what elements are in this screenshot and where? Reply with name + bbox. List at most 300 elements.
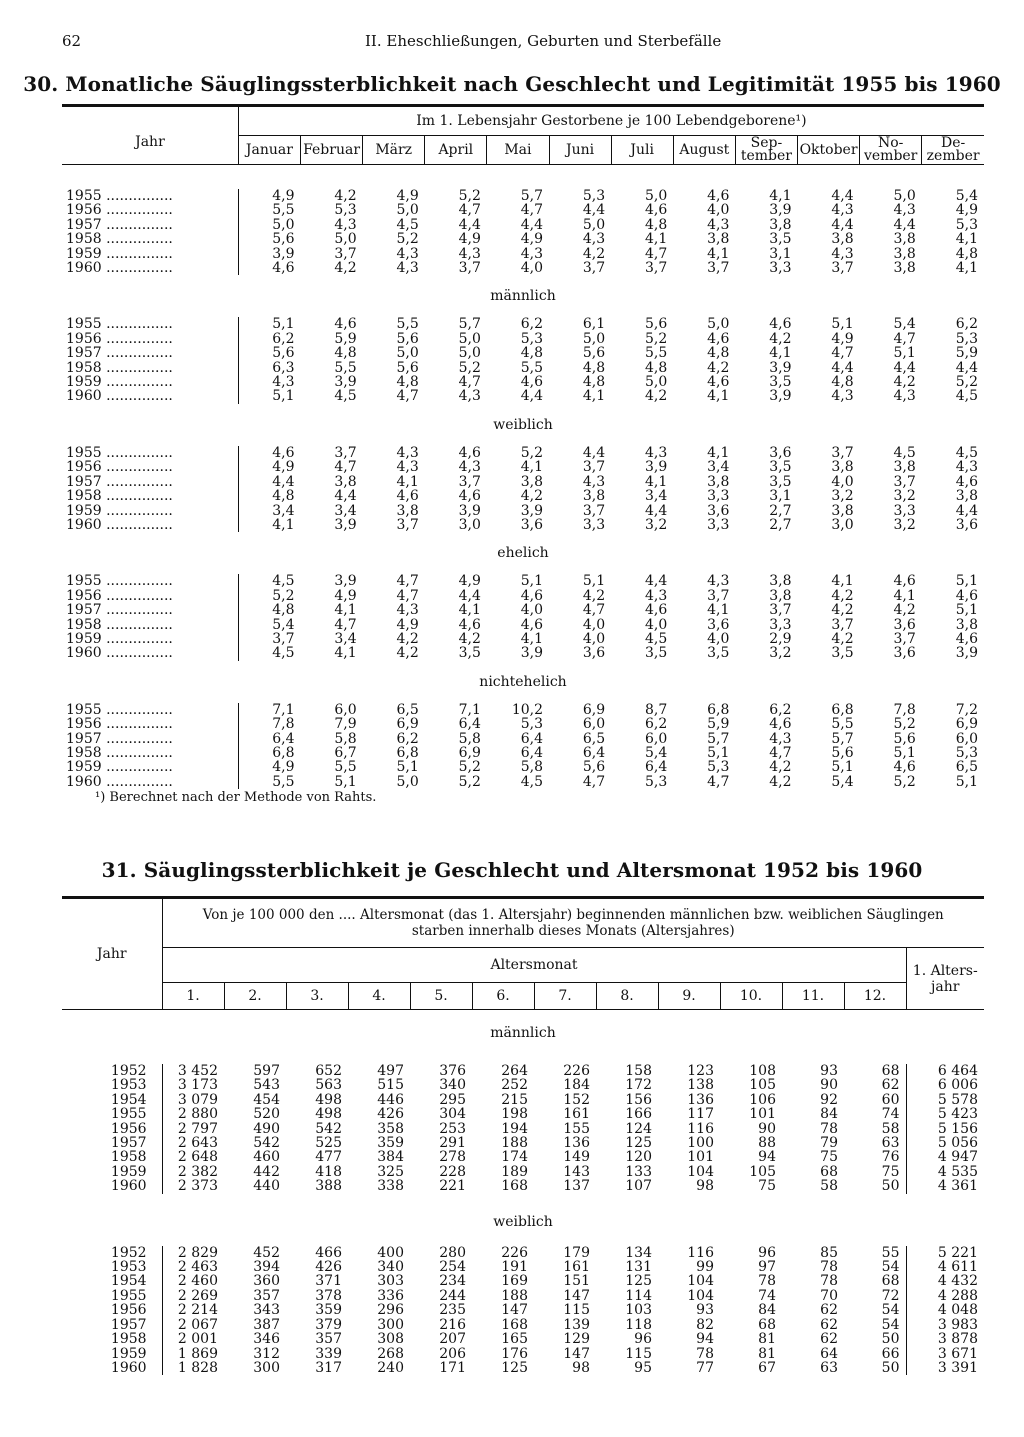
value-cell: 3,7 (334, 245, 357, 262)
value-cell: 4,7 (893, 330, 916, 347)
table-row (62, 504, 984, 518)
value-cell: 3,8 (893, 459, 916, 476)
group-label: weiblich (493, 416, 553, 433)
value-cell: 3,9 (769, 388, 792, 405)
value-cell: 477 (315, 1149, 342, 1166)
value-cell: 3,2 (893, 516, 916, 533)
value-cell: 5,0 (396, 202, 419, 219)
year-cell: 1955 (110, 1287, 147, 1304)
value-cell: 5 221 (906, 1246, 984, 1260)
value-cell: 4,5 (396, 216, 419, 233)
value-cell: 3,4 (707, 459, 730, 476)
value-cell: 50 (881, 1178, 900, 1195)
value-cell: 3,6 (582, 645, 606, 662)
value-cell: 5,8 (334, 730, 357, 747)
value-cell: 5,0 (334, 231, 357, 248)
value-cell: 104 (687, 1287, 714, 1304)
value-cell: 84 (758, 1302, 776, 1319)
value-cell: 75 (881, 1163, 900, 1180)
value-cell: 4,1 (707, 602, 730, 619)
value-cell: 5,2 (458, 773, 481, 790)
value-cell: 4,8 (582, 359, 606, 376)
value-cell: 6,5 (582, 730, 606, 747)
table-row (62, 1246, 984, 1260)
value-cell: 4,1 (334, 602, 357, 619)
value-cell: 179 (563, 1244, 590, 1261)
year-cell: 1959 ............... (66, 630, 173, 647)
value-cell: 81 (758, 1345, 776, 1362)
month-header: 1. (162, 983, 224, 1010)
value-cell: 4 535 (906, 1165, 984, 1179)
table-row (62, 1274, 984, 1288)
value-cell: 2 269 (162, 1289, 224, 1303)
value-cell: 3 878 (906, 1332, 984, 1346)
value-cell: 542 (253, 1135, 280, 1152)
year-label: 1959 (66, 630, 102, 647)
year-cell: 1957 (110, 1135, 147, 1152)
value-cell: 3,0 (831, 516, 854, 533)
value-cell: 3,9 (769, 202, 792, 219)
value-cell: 4,3 (396, 260, 419, 277)
value-cell: 4,1 (769, 345, 792, 362)
value-cell: 4,3 (520, 245, 543, 262)
value-cell: 6,8 (707, 701, 730, 718)
value-cell: 358 (377, 1120, 404, 1137)
value-cell: 125 (625, 1135, 652, 1152)
value-cell: 3,7 (458, 473, 481, 490)
value-cell: 4,9 (458, 573, 481, 590)
value-cell: 5,1 (707, 744, 730, 761)
value-cell: 4,1 (582, 388, 606, 405)
month-header-line1: Februar (303, 141, 361, 158)
month-header: 9. (658, 983, 720, 1010)
value-cell: 4,0 (520, 260, 543, 277)
year-col-l2: jahr (931, 978, 960, 995)
value-cell: 253 (439, 1120, 466, 1137)
value-cell: 78 (820, 1259, 838, 1276)
value-cell: 62 (881, 1077, 900, 1094)
year-label: 1957 (66, 216, 102, 233)
value-cell: 3,7 (334, 444, 357, 461)
value-cell: 4,2 (831, 630, 854, 647)
value-cell: 4,7 (644, 245, 668, 262)
value-cell: 58 (820, 1178, 838, 1195)
year-cell: 1953 (110, 1077, 147, 1094)
value-cell: 3,8 (831, 502, 854, 519)
value-cell: 184 (563, 1077, 590, 1094)
year-cell: 1956 ............... (66, 716, 173, 733)
value-cell: 5,9 (955, 345, 978, 362)
value-cell: 90 (758, 1120, 776, 1137)
value-cell: 6,2 (769, 701, 792, 718)
value-cell: 4,1 (396, 473, 419, 490)
value-cell: 207 (439, 1331, 466, 1348)
value-cell: 4,3 (893, 202, 916, 219)
table-row (62, 475, 984, 489)
value-cell: 300 (253, 1359, 280, 1376)
month-header (549, 136, 611, 165)
table30 (62, 104, 984, 789)
value-cell: 120 (625, 1149, 652, 1166)
value-cell: 88 (758, 1135, 776, 1152)
span-header (162, 898, 984, 948)
group-row (62, 275, 984, 317)
value-cell: 4,2 (831, 602, 854, 619)
value-cell: 4,3 (831, 388, 854, 405)
value-cell: 4,6 (707, 188, 730, 204)
footnote: ¹) Berechnet nach der Methode von Rahts. (95, 790, 377, 805)
value-cell: 3,9 (458, 502, 481, 519)
year-cell: 1955 ............... (66, 188, 173, 204)
table-row (62, 646, 984, 660)
value-cell: 54 (881, 1316, 900, 1333)
value-cell: 240 (377, 1359, 404, 1376)
group-row (62, 1194, 984, 1246)
year-cell: 1956 ............... (66, 330, 173, 347)
year-cell: 1959 ............... (66, 759, 173, 776)
value-cell: 6,2 (520, 316, 543, 333)
value-cell: 4,9 (396, 616, 419, 633)
value-cell: 3,1 (769, 488, 792, 505)
value-cell: 3,6 (769, 444, 792, 461)
group-label: nichtehelich (479, 673, 567, 690)
value-cell: 6,0 (955, 730, 978, 747)
year-cell: 1959 (110, 1163, 147, 1180)
value-cell: 3,1 (769, 245, 792, 262)
value-cell: 4,3 (458, 245, 481, 262)
value-cell: 3,5 (769, 231, 792, 248)
value-cell: 4,0 (582, 616, 606, 633)
group-row (62, 532, 984, 574)
value-cell: 4 288 (906, 1289, 984, 1303)
value-cell: 68 (758, 1316, 776, 1333)
value-cell: 235 (439, 1302, 466, 1319)
value-cell: 6,4 (520, 730, 543, 747)
year-label: 1956 (66, 202, 102, 219)
value-cell: 2 373 (162, 1179, 224, 1193)
value-cell: 5,3 (707, 759, 730, 776)
table-row (62, 346, 984, 360)
value-cell: 2,9 (769, 630, 792, 647)
value-cell: 3,9 (334, 516, 357, 533)
value-cell: 3,9 (955, 645, 978, 662)
value-cell: 525 (315, 1135, 342, 1152)
value-cell: 75 (758, 1178, 776, 1195)
year-cell: 1958 ............... (66, 359, 173, 376)
value-cell: 6,8 (238, 746, 300, 760)
value-cell: 4,6 (644, 202, 668, 219)
table-row (62, 775, 984, 789)
year-label: 1959 (66, 245, 102, 262)
value-cell: 5 156 (906, 1122, 984, 1136)
month-group-header: Altersmonat (162, 948, 906, 983)
year-cell: 1955 ............... (66, 316, 173, 333)
year-cell: 1954 (110, 1273, 147, 1290)
table-row (62, 632, 984, 646)
month-header-line1: Juni (566, 141, 595, 158)
value-cell: 4,8 (238, 489, 300, 503)
value-cell: 426 (377, 1106, 404, 1123)
value-cell: 3,5 (458, 645, 481, 662)
value-cell: 161 (563, 1259, 590, 1276)
year-cell: 1960 (110, 1178, 147, 1195)
month-header (922, 136, 984, 165)
value-cell: 78 (758, 1273, 776, 1290)
value-cell: 139 (563, 1316, 590, 1333)
value-cell: 3,5 (707, 645, 730, 662)
value-cell: 543 (253, 1077, 280, 1094)
value-cell: 3,7 (582, 260, 606, 277)
value-cell: 4,6 (893, 759, 916, 776)
year-cell: 1955 ............... (66, 701, 173, 718)
value-cell: 4,7 (396, 573, 419, 590)
value-cell: 4,9 (520, 231, 543, 248)
year-cell: 1957 ............... (66, 602, 173, 619)
value-cell: 2 214 (162, 1303, 224, 1317)
value-cell: 4,1 (707, 388, 730, 405)
value-cell: 4,4 (334, 488, 357, 505)
value-cell: 101 (687, 1149, 714, 1166)
value-cell: 5,5 (238, 775, 300, 789)
value-cell: 3,2 (831, 488, 854, 505)
table-row (62, 375, 984, 389)
value-cell: 4 361 (906, 1179, 984, 1193)
value-cell: 105 (749, 1163, 776, 1180)
value-cell: 5,0 (396, 773, 419, 790)
value-cell: 5,6 (582, 345, 606, 362)
value-cell: 234 (439, 1273, 466, 1290)
table-row (62, 247, 984, 261)
value-cell: 5,5 (334, 759, 357, 776)
value-cell: 149 (563, 1149, 590, 1166)
value-cell: 4,5 (238, 646, 300, 660)
value-cell: 194 (501, 1120, 528, 1137)
value-cell: 2 643 (162, 1136, 224, 1150)
table-row (62, 218, 984, 232)
value-cell: 151 (563, 1273, 590, 1290)
value-cell: 360 (253, 1273, 280, 1290)
year-label: 1958 (66, 231, 102, 248)
value-cell: 4,3 (396, 459, 419, 476)
value-cell: 93 (696, 1302, 714, 1319)
value-cell: 4,6 (769, 716, 792, 733)
value-cell: 6,3 (238, 361, 300, 375)
value-cell: 5,6 (831, 744, 854, 761)
group-label: weiblich (493, 1214, 553, 1231)
value-cell: 3,2 (644, 516, 668, 533)
value-cell: 5,5 (644, 345, 668, 362)
month-header-line1: April (438, 141, 474, 158)
table-row (62, 1332, 984, 1346)
value-cell: 3,4 (334, 502, 357, 519)
value-cell: 5,1 (520, 573, 543, 590)
value-cell: 542 (315, 1120, 342, 1137)
year-label: 1957 (66, 473, 102, 490)
value-cell: 191 (501, 1259, 528, 1276)
value-cell: 4,6 (707, 330, 730, 347)
value-cell: 4,5 (644, 630, 668, 647)
value-cell: 4,9 (831, 330, 854, 347)
value-cell: 4,9 (238, 460, 300, 474)
year-cell: 1959 ............... (66, 245, 173, 262)
value-cell: 520 (253, 1106, 280, 1123)
value-cell: 98 (572, 1359, 590, 1376)
value-cell: 357 (315, 1331, 342, 1348)
value-cell: 4,2 (396, 645, 419, 662)
year-label: 1957 (66, 602, 102, 619)
value-cell: 6,4 (520, 744, 543, 761)
value-cell: 4,4 (520, 216, 543, 233)
value-cell: 106 (749, 1091, 776, 1108)
value-cell: 4,6 (644, 602, 668, 619)
month-header-line1: Mai (504, 141, 532, 158)
value-cell: 4,6 (893, 573, 916, 590)
value-cell: 4,2 (893, 374, 916, 391)
year-header: Jahr (62, 106, 238, 165)
value-cell: 6,9 (396, 716, 419, 733)
value-cell: 5,2 (520, 444, 543, 461)
value-cell: 3,8 (955, 616, 978, 633)
value-cell: 4,4 (520, 388, 543, 405)
value-cell: 3,6 (707, 502, 730, 519)
value-cell: 5,1 (955, 773, 978, 790)
value-cell: 5,1 (831, 316, 854, 333)
value-cell: 62 (820, 1331, 838, 1348)
value-cell: 136 (687, 1091, 714, 1108)
value-cell: 400 (377, 1244, 404, 1261)
year-label: 1960 (66, 773, 102, 790)
year-cell: 1952 (110, 1244, 147, 1261)
value-cell: 4,2 (707, 359, 730, 376)
value-cell: 4,8 (644, 216, 668, 233)
value-cell: 3,7 (396, 516, 419, 533)
value-cell: 63 (881, 1135, 900, 1152)
value-cell: 77 (696, 1359, 714, 1376)
month-header (425, 136, 487, 165)
value-cell: 118 (625, 1316, 652, 1333)
value-cell: 188 (501, 1135, 528, 1152)
value-cell: 254 (439, 1259, 466, 1276)
year-label: 1957 (66, 345, 102, 362)
value-cell: 116 (687, 1244, 714, 1261)
value-cell: 226 (501, 1244, 528, 1261)
value-cell: 4,1 (520, 630, 543, 647)
value-cell: 3 983 (906, 1318, 984, 1332)
group-label: ehelich (497, 545, 549, 562)
value-cell: 8,7 (644, 701, 668, 718)
value-cell: 418 (315, 1163, 342, 1180)
value-cell: 384 (377, 1149, 404, 1166)
value-cell: 4,3 (396, 444, 419, 461)
value-cell: 4,7 (334, 459, 357, 476)
month-header-line1: Oktober (799, 141, 858, 158)
year-label: 1958 (66, 744, 102, 761)
value-cell: 5,2 (644, 330, 668, 347)
value-cell: 4,4 (458, 216, 481, 233)
value-cell: 339 (315, 1345, 342, 1362)
value-cell: 4,8 (955, 245, 978, 262)
value-cell: 188 (501, 1287, 528, 1304)
group-row (62, 661, 984, 703)
value-cell: 4,0 (644, 616, 668, 633)
value-cell: 4,2 (644, 388, 668, 405)
table-row (62, 489, 984, 503)
value-cell: 4 947 (906, 1150, 984, 1164)
value-cell: 359 (377, 1135, 404, 1152)
value-cell: 1 828 (162, 1361, 224, 1375)
value-cell: 3,3 (769, 260, 792, 277)
value-cell: 6,8 (831, 701, 854, 718)
value-cell: 72 (881, 1287, 900, 1304)
year-cell: 1956 (110, 1302, 147, 1319)
value-cell: 3,7 (831, 444, 854, 461)
value-cell: 66 (881, 1345, 900, 1362)
year-label: 1955 (66, 188, 102, 204)
value-cell: 4,1 (644, 231, 668, 248)
year-cell: 1956 ............... (66, 459, 173, 476)
value-cell: 4,2 (769, 759, 792, 776)
value-cell: 3,6 (955, 516, 978, 533)
value-cell: 3,9 (644, 459, 668, 476)
value-cell: 4,1 (769, 188, 792, 204)
value-cell: 4,4 (644, 502, 668, 519)
value-cell: 68 (881, 1273, 900, 1290)
year-label: 1958 (66, 359, 102, 376)
year-label: 1959 (66, 374, 102, 391)
value-cell: 158 (625, 1063, 652, 1079)
year-label: 1955 (66, 444, 102, 461)
value-cell: 359 (315, 1302, 342, 1319)
month-header (798, 136, 860, 165)
value-cell: 5,0 (582, 330, 606, 347)
spacer-row (62, 165, 984, 190)
table-row (62, 574, 984, 588)
value-cell: 3,8 (893, 260, 916, 277)
value-cell: 6,2 (396, 730, 419, 747)
value-cell: 3,3 (707, 488, 730, 505)
value-cell: 5,1 (238, 389, 300, 403)
year-cell: 1960 ............... (66, 260, 173, 277)
value-cell: 4,8 (520, 345, 543, 362)
value-cell: 5,3 (520, 716, 543, 733)
month-header-line2: vember (863, 148, 918, 164)
value-cell: 68 (820, 1163, 838, 1180)
value-cell: 108 (749, 1063, 776, 1079)
year-label: 1955 (66, 573, 102, 590)
value-cell: 4,0 (707, 630, 730, 647)
value-cell: 4,8 (644, 359, 668, 376)
value-cell: 174 (501, 1149, 528, 1166)
value-cell: 5,1 (396, 759, 419, 776)
value-cell: 5,1 (955, 602, 978, 619)
value-cell: 3,5 (769, 374, 792, 391)
value-cell: 4,6 (334, 316, 357, 333)
value-cell: 3,5 (644, 645, 668, 662)
value-cell: 4,1 (520, 459, 543, 476)
section-title: II. Eheschließungen, Geburten und Sterbefälle (365, 32, 722, 50)
value-cell: 133 (625, 1163, 652, 1180)
value-cell: 4,6 (520, 587, 543, 604)
value-cell: 6,4 (582, 744, 606, 761)
value-cell: 115 (563, 1302, 590, 1319)
value-cell: 168 (501, 1178, 528, 1195)
value-cell: 5,3 (955, 216, 978, 233)
year-cell: 1953 (110, 1259, 147, 1276)
value-cell: 312 (253, 1345, 280, 1362)
value-cell: 70 (820, 1287, 838, 1304)
value-cell: 5,7 (831, 730, 854, 747)
value-cell: 6,5 (396, 701, 419, 718)
